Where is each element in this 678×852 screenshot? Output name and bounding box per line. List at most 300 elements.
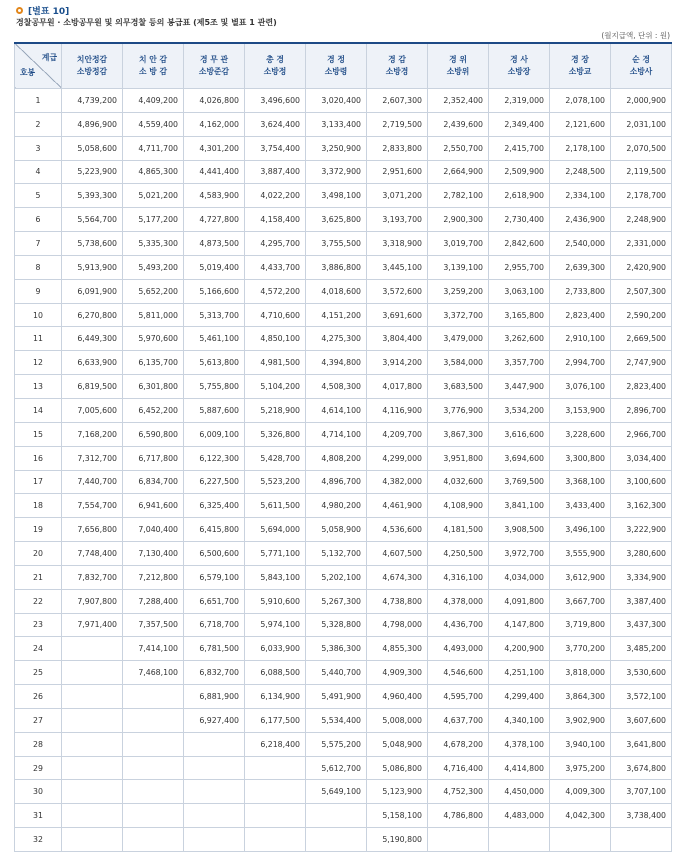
step-cell: 14 xyxy=(15,398,62,422)
salary-cell: 4,559,400 xyxy=(123,112,184,136)
table-row xyxy=(15,446,672,470)
salary-cell: 7,357,500 xyxy=(123,613,184,637)
step-cell: 20 xyxy=(15,542,62,566)
salary-cell: 4,162,000 xyxy=(184,112,245,136)
salary-cell: 5,393,300 xyxy=(62,184,123,208)
salary-cell: 3,100,600 xyxy=(611,470,672,494)
column-header-police-rank: 순 경 xyxy=(632,55,650,64)
annex-label: [별표 10] xyxy=(28,6,70,17)
salary-cell: 5,534,400 xyxy=(306,708,367,732)
salary-cell: 2,664,900 xyxy=(428,160,489,184)
salary-cell: 6,781,500 xyxy=(184,637,245,661)
salary-cell: 3,193,700 xyxy=(367,208,428,232)
salary-cell: 2,590,200 xyxy=(611,303,672,327)
salary-cell: 3,445,100 xyxy=(367,255,428,279)
salary-cell: 3,368,100 xyxy=(550,470,611,494)
salary-cell: 3,908,500 xyxy=(489,518,550,542)
salary-cell xyxy=(550,828,611,852)
salary-cell: 2,823,400 xyxy=(550,303,611,327)
salary-cell: 5,190,800 xyxy=(367,828,428,852)
step-cell: 30 xyxy=(15,780,62,804)
column-header-police-rank: 경 위 xyxy=(449,55,467,64)
salary-cell: 5,652,200 xyxy=(123,279,184,303)
salary-cell: 3,719,800 xyxy=(550,613,611,637)
salary-cell: 2,248,500 xyxy=(550,160,611,184)
salary-cell: 2,070,500 xyxy=(611,136,672,160)
salary-cell: 6,227,500 xyxy=(184,470,245,494)
salary-cell: 7,312,700 xyxy=(62,446,123,470)
salary-cell: 6,122,300 xyxy=(184,446,245,470)
salary-cell: 4,855,300 xyxy=(367,637,428,661)
salary-cell: 2,509,900 xyxy=(489,160,550,184)
salary-cell: 3,683,500 xyxy=(428,375,489,399)
salary-cell: 6,590,800 xyxy=(123,422,184,446)
salary-cell: 6,134,900 xyxy=(245,685,306,709)
column-header-fire-rank: 소방위 xyxy=(446,67,470,76)
table-row xyxy=(15,327,672,351)
salary-cell: 2,031,100 xyxy=(611,112,672,136)
salary-cell: 3,770,200 xyxy=(550,637,611,661)
salary-cell xyxy=(62,661,123,685)
salary-cell: 2,178,700 xyxy=(611,184,672,208)
table-row xyxy=(15,637,672,661)
salary-cell: 5,218,900 xyxy=(245,398,306,422)
salary-cell: 3,071,200 xyxy=(367,184,428,208)
salary-cell: 6,325,400 xyxy=(184,494,245,518)
salary-cell: 3,951,800 xyxy=(428,446,489,470)
column-header xyxy=(428,43,489,89)
column-header xyxy=(550,43,611,89)
table-row xyxy=(15,303,672,327)
salary-cell: 6,941,600 xyxy=(123,494,184,518)
salary-cell xyxy=(62,637,123,661)
step-cell: 5 xyxy=(15,184,62,208)
salary-cell: 3,691,600 xyxy=(367,303,428,327)
salary-cell: 3,754,400 xyxy=(245,136,306,160)
table-row xyxy=(15,661,672,685)
salary-cell: 5,123,900 xyxy=(367,780,428,804)
table-row xyxy=(15,756,672,780)
salary-cell: 2,900,300 xyxy=(428,208,489,232)
salary-cell: 7,005,600 xyxy=(62,398,123,422)
table-row xyxy=(15,708,672,732)
salary-cell: 5,166,600 xyxy=(184,279,245,303)
salary-cell: 3,914,200 xyxy=(367,351,428,375)
salary-cell: 3,886,800 xyxy=(306,255,367,279)
salary-cell: 7,971,400 xyxy=(62,613,123,637)
salary-cell: 3,300,800 xyxy=(550,446,611,470)
table-row xyxy=(15,828,672,852)
salary-cell: 7,414,100 xyxy=(123,637,184,661)
table-row xyxy=(15,279,672,303)
corner-step-label: 호봉 xyxy=(20,68,36,77)
salary-cell: 5,313,700 xyxy=(184,303,245,327)
salary-cell: 2,121,600 xyxy=(550,112,611,136)
salary-cell: 4,727,800 xyxy=(184,208,245,232)
salary-cell: 4,865,300 xyxy=(123,160,184,184)
salary-cell: 5,386,300 xyxy=(306,637,367,661)
salary-cell: 4,251,100 xyxy=(489,661,550,685)
table-row xyxy=(15,470,672,494)
salary-cell: 3,228,600 xyxy=(550,422,611,446)
salary-cell: 6,500,600 xyxy=(184,542,245,566)
salary-cell: 3,674,800 xyxy=(611,756,672,780)
salary-cell: 2,352,400 xyxy=(428,89,489,113)
salary-cell: 4,250,500 xyxy=(428,542,489,566)
salary-cell: 3,804,400 xyxy=(367,327,428,351)
salary-cell: 4,181,500 xyxy=(428,518,489,542)
salary-cell: 5,491,900 xyxy=(306,685,367,709)
salary-cell: 6,633,900 xyxy=(62,351,123,375)
salary-cell: 4,493,000 xyxy=(428,637,489,661)
salary-cell xyxy=(123,780,184,804)
salary-cell: 2,319,000 xyxy=(489,89,550,113)
salary-cell xyxy=(123,756,184,780)
salary-cell: 2,719,500 xyxy=(367,112,428,136)
salary-cell: 5,738,600 xyxy=(62,232,123,256)
salary-cell xyxy=(62,732,123,756)
salary-cell: 7,832,700 xyxy=(62,565,123,589)
salary-cell: 3,372,900 xyxy=(306,160,367,184)
salary-cell: 3,447,900 xyxy=(489,375,550,399)
salary-cell: 3,738,400 xyxy=(611,804,672,828)
salary-cell: 6,135,700 xyxy=(123,351,184,375)
salary-cell: 3,841,100 xyxy=(489,494,550,518)
step-cell: 22 xyxy=(15,589,62,613)
salary-cell xyxy=(62,685,123,709)
salary-cell xyxy=(306,804,367,828)
column-header-police-rank: 경 감 xyxy=(388,55,406,64)
salary-table xyxy=(14,42,672,852)
salary-cell: 2,178,100 xyxy=(550,136,611,160)
salary-cell: 4,409,200 xyxy=(123,89,184,113)
salary-cell: 2,540,000 xyxy=(550,232,611,256)
salary-cell: 3,641,800 xyxy=(611,732,672,756)
salary-cell: 3,387,400 xyxy=(611,589,672,613)
salary-cell: 2,823,400 xyxy=(611,375,672,399)
salary-cell: 4,637,700 xyxy=(428,708,489,732)
table-row xyxy=(15,685,672,709)
salary-cell: 5,694,000 xyxy=(245,518,306,542)
salary-cell: 2,747,900 xyxy=(611,351,672,375)
column-header xyxy=(306,43,367,89)
salary-cell: 5,755,800 xyxy=(184,375,245,399)
table-row xyxy=(15,160,672,184)
salary-cell: 6,270,800 xyxy=(62,303,123,327)
salary-cell: 4,607,500 xyxy=(367,542,428,566)
salary-cell: 2,078,100 xyxy=(550,89,611,113)
salary-cell: 2,436,900 xyxy=(550,208,611,232)
table-row xyxy=(15,565,672,589)
column-header xyxy=(123,43,184,89)
salary-cell: 6,088,500 xyxy=(245,661,306,685)
salary-cell: 2,331,000 xyxy=(611,232,672,256)
salary-cell: 2,334,100 xyxy=(550,184,611,208)
salary-cell: 4,583,900 xyxy=(184,184,245,208)
salary-cell: 4,546,600 xyxy=(428,661,489,685)
salary-cell: 4,896,900 xyxy=(62,112,123,136)
salary-cell: 4,674,300 xyxy=(367,565,428,589)
table-row xyxy=(15,136,672,160)
salary-cell: 3,818,000 xyxy=(550,661,611,685)
step-cell: 31 xyxy=(15,804,62,828)
salary-cell: 3,867,300 xyxy=(428,422,489,446)
salary-cell: 5,328,800 xyxy=(306,613,367,637)
salary-cell: 2,639,300 xyxy=(550,255,611,279)
salary-cell: 2,833,800 xyxy=(367,136,428,160)
salary-cell: 2,896,700 xyxy=(611,398,672,422)
salary-cell: 7,907,800 xyxy=(62,589,123,613)
salary-cell: 3,624,400 xyxy=(245,112,306,136)
salary-cell: 3,165,800 xyxy=(489,303,550,327)
salary-cell: 2,951,600 xyxy=(367,160,428,184)
salary-cell: 5,564,700 xyxy=(62,208,123,232)
step-cell: 9 xyxy=(15,279,62,303)
salary-cell: 3,625,800 xyxy=(306,208,367,232)
salary-cell: 4,091,800 xyxy=(489,589,550,613)
salary-cell: 3,530,600 xyxy=(611,661,672,685)
step-cell: 29 xyxy=(15,756,62,780)
salary-cell: 3,372,700 xyxy=(428,303,489,327)
table-row xyxy=(15,780,672,804)
salary-cell: 5,523,200 xyxy=(245,470,306,494)
salary-cell: 3,555,900 xyxy=(550,542,611,566)
annex-header xyxy=(16,3,69,17)
unit-note: (월지급액, 단위 : 원) xyxy=(601,31,670,40)
salary-cell: 4,441,400 xyxy=(184,160,245,184)
salary-cell: 4,009,300 xyxy=(550,780,611,804)
salary-cell: 6,033,900 xyxy=(245,637,306,661)
salary-cell: 4,295,700 xyxy=(245,232,306,256)
salary-cell: 4,042,300 xyxy=(550,804,611,828)
salary-cell: 5,202,100 xyxy=(306,565,367,589)
salary-cell: 3,612,900 xyxy=(550,565,611,589)
table-row xyxy=(15,518,672,542)
salary-cell: 2,000,900 xyxy=(611,89,672,113)
salary-cell: 3,864,300 xyxy=(550,685,611,709)
salary-cell: 5,771,100 xyxy=(245,542,306,566)
step-cell: 7 xyxy=(15,232,62,256)
salary-cell: 4,873,500 xyxy=(184,232,245,256)
salary-cell: 3,153,900 xyxy=(550,398,611,422)
table-row xyxy=(15,542,672,566)
salary-cell xyxy=(184,732,245,756)
salary-cell: 6,301,800 xyxy=(123,375,184,399)
column-header-fire-rank: 소방령 xyxy=(324,67,348,76)
column-header-fire-rank: 소 방 감 xyxy=(138,67,168,76)
salary-cell: 7,468,100 xyxy=(123,661,184,685)
step-cell: 10 xyxy=(15,303,62,327)
table-row xyxy=(15,208,672,232)
salary-cell: 2,349,400 xyxy=(489,112,550,136)
column-header-fire-rank: 소방장 xyxy=(507,67,531,76)
salary-cell: 3,019,700 xyxy=(428,232,489,256)
salary-cell: 3,496,600 xyxy=(245,89,306,113)
salary-cell: 4,909,300 xyxy=(367,661,428,685)
salary-cell: 4,151,200 xyxy=(306,303,367,327)
column-header-police-rank: 경 정 xyxy=(327,55,345,64)
salary-cell: 6,834,700 xyxy=(123,470,184,494)
step-cell: 28 xyxy=(15,732,62,756)
salary-cell: 3,280,600 xyxy=(611,542,672,566)
salary-cell: 4,034,000 xyxy=(489,565,550,589)
salary-cell: 3,133,400 xyxy=(306,112,367,136)
salary-cell: 3,222,900 xyxy=(611,518,672,542)
salary-cell xyxy=(62,708,123,732)
column-header-police-rank: 경 무 관 xyxy=(199,55,229,64)
salary-cell: 5,177,200 xyxy=(123,208,184,232)
table-row xyxy=(15,184,672,208)
table-row xyxy=(15,494,672,518)
salary-cell: 4,536,600 xyxy=(367,518,428,542)
salary-cell: 5,158,100 xyxy=(367,804,428,828)
salary-cell: 4,508,300 xyxy=(306,375,367,399)
step-cell: 19 xyxy=(15,518,62,542)
salary-cell: 3,139,100 xyxy=(428,255,489,279)
salary-cell: 3,259,200 xyxy=(428,279,489,303)
salary-cell: 5,649,100 xyxy=(306,780,367,804)
table-row xyxy=(15,732,672,756)
salary-cell: 5,974,100 xyxy=(245,613,306,637)
step-cell: 27 xyxy=(15,708,62,732)
salary-cell: 6,718,700 xyxy=(184,613,245,637)
salary-cell: 5,335,300 xyxy=(123,232,184,256)
salary-cell: 5,086,800 xyxy=(367,756,428,780)
salary-cell: 3,584,000 xyxy=(428,351,489,375)
salary-cell: 2,955,700 xyxy=(489,255,550,279)
salary-cell xyxy=(184,780,245,804)
salary-cell: 2,910,100 xyxy=(550,327,611,351)
salary-cell: 7,440,700 xyxy=(62,470,123,494)
salary-cell: 4,299,000 xyxy=(367,446,428,470)
salary-cell: 3,076,100 xyxy=(550,375,611,399)
salary-cell: 3,479,000 xyxy=(428,327,489,351)
salary-cell: 4,108,900 xyxy=(428,494,489,518)
header-row xyxy=(15,43,672,89)
salary-cell: 3,776,900 xyxy=(428,398,489,422)
step-cell: 16 xyxy=(15,446,62,470)
salary-cell: 4,378,100 xyxy=(489,732,550,756)
salary-cell: 3,063,100 xyxy=(489,279,550,303)
salary-cell: 4,572,200 xyxy=(245,279,306,303)
salary-cell: 5,461,100 xyxy=(184,327,245,351)
salary-cell: 3,972,700 xyxy=(489,542,550,566)
step-cell: 15 xyxy=(15,422,62,446)
salary-cell: 7,130,400 xyxy=(123,542,184,566)
salary-cell: 7,212,800 xyxy=(123,565,184,589)
table-row xyxy=(15,112,672,136)
table-row xyxy=(15,613,672,637)
step-cell: 18 xyxy=(15,494,62,518)
table-body xyxy=(15,89,672,852)
step-cell: 23 xyxy=(15,613,62,637)
salary-cell: 3,607,600 xyxy=(611,708,672,732)
salary-cell: 5,326,800 xyxy=(245,422,306,446)
salary-cell: 3,250,900 xyxy=(306,136,367,160)
step-cell: 32 xyxy=(15,828,62,852)
salary-cell: 2,119,500 xyxy=(611,160,672,184)
salary-cell: 6,177,500 xyxy=(245,708,306,732)
salary-cell: 4,739,200 xyxy=(62,89,123,113)
salary-cell xyxy=(306,828,367,852)
step-cell: 12 xyxy=(15,351,62,375)
salary-cell: 7,656,800 xyxy=(62,518,123,542)
salary-cell: 5,104,200 xyxy=(245,375,306,399)
step-cell: 17 xyxy=(15,470,62,494)
salary-cell xyxy=(123,804,184,828)
salary-cell: 3,020,400 xyxy=(306,89,367,113)
column-header-police-rank: 총 경 xyxy=(266,55,284,64)
salary-cell: 6,927,400 xyxy=(184,708,245,732)
salary-cell: 4,275,300 xyxy=(306,327,367,351)
salary-cell: 4,022,200 xyxy=(245,184,306,208)
salary-cell: 4,017,800 xyxy=(367,375,428,399)
salary-cell: 3,433,400 xyxy=(550,494,611,518)
salary-cell: 5,843,100 xyxy=(245,565,306,589)
step-cell: 24 xyxy=(15,637,62,661)
column-header-fire-rank: 소방사 xyxy=(629,67,653,76)
salary-cell: 3,534,200 xyxy=(489,398,550,422)
table-header xyxy=(15,43,672,89)
column-header-police-rank: 경 사 xyxy=(510,55,528,64)
salary-cell: 3,498,100 xyxy=(306,184,367,208)
salary-cell xyxy=(245,828,306,852)
salary-cell: 5,811,000 xyxy=(123,303,184,327)
salary-cell: 3,616,600 xyxy=(489,422,550,446)
salary-cell: 4,032,600 xyxy=(428,470,489,494)
salary-cell: 4,716,400 xyxy=(428,756,489,780)
salary-cell: 5,611,500 xyxy=(245,494,306,518)
salary-cell: 6,452,200 xyxy=(123,398,184,422)
salary-cell: 6,579,100 xyxy=(184,565,245,589)
step-cell: 1 xyxy=(15,89,62,113)
salary-cell: 5,058,600 xyxy=(62,136,123,160)
column-header-police-rank: 경 장 xyxy=(571,55,589,64)
salary-cell: 5,575,200 xyxy=(306,732,367,756)
salary-cell: 7,748,400 xyxy=(62,542,123,566)
salary-cell: 3,667,700 xyxy=(550,589,611,613)
salary-cell xyxy=(184,756,245,780)
salary-cell: 4,299,400 xyxy=(489,685,550,709)
table-row xyxy=(15,398,672,422)
salary-cell: 4,209,700 xyxy=(367,422,428,446)
step-cell: 11 xyxy=(15,327,62,351)
salary-cell: 6,832,700 xyxy=(184,661,245,685)
salary-cell: 3,162,300 xyxy=(611,494,672,518)
salary-cell: 5,008,000 xyxy=(367,708,428,732)
salary-cell: 5,613,800 xyxy=(184,351,245,375)
column-header-fire-rank: 소방정감 xyxy=(76,67,108,76)
salary-cell: 7,554,700 xyxy=(62,494,123,518)
table-row xyxy=(15,351,672,375)
column-header-fire-rank: 소방준감 xyxy=(198,67,230,76)
salary-cell: 2,842,600 xyxy=(489,232,550,256)
salary-cell: 3,975,200 xyxy=(550,756,611,780)
salary-cell: 4,798,000 xyxy=(367,613,428,637)
bullet-circle-icon xyxy=(16,7,23,14)
salary-cell xyxy=(62,828,123,852)
salary-cell: 3,887,400 xyxy=(245,160,306,184)
salary-cell xyxy=(611,828,672,852)
salary-cell: 2,618,900 xyxy=(489,184,550,208)
salary-cell: 4,316,100 xyxy=(428,565,489,589)
salary-cell xyxy=(123,708,184,732)
salary-cell: 4,433,700 xyxy=(245,255,306,279)
salary-cell: 5,021,200 xyxy=(123,184,184,208)
salary-cell: 4,980,200 xyxy=(306,494,367,518)
table-row xyxy=(15,422,672,446)
table-row xyxy=(15,804,672,828)
